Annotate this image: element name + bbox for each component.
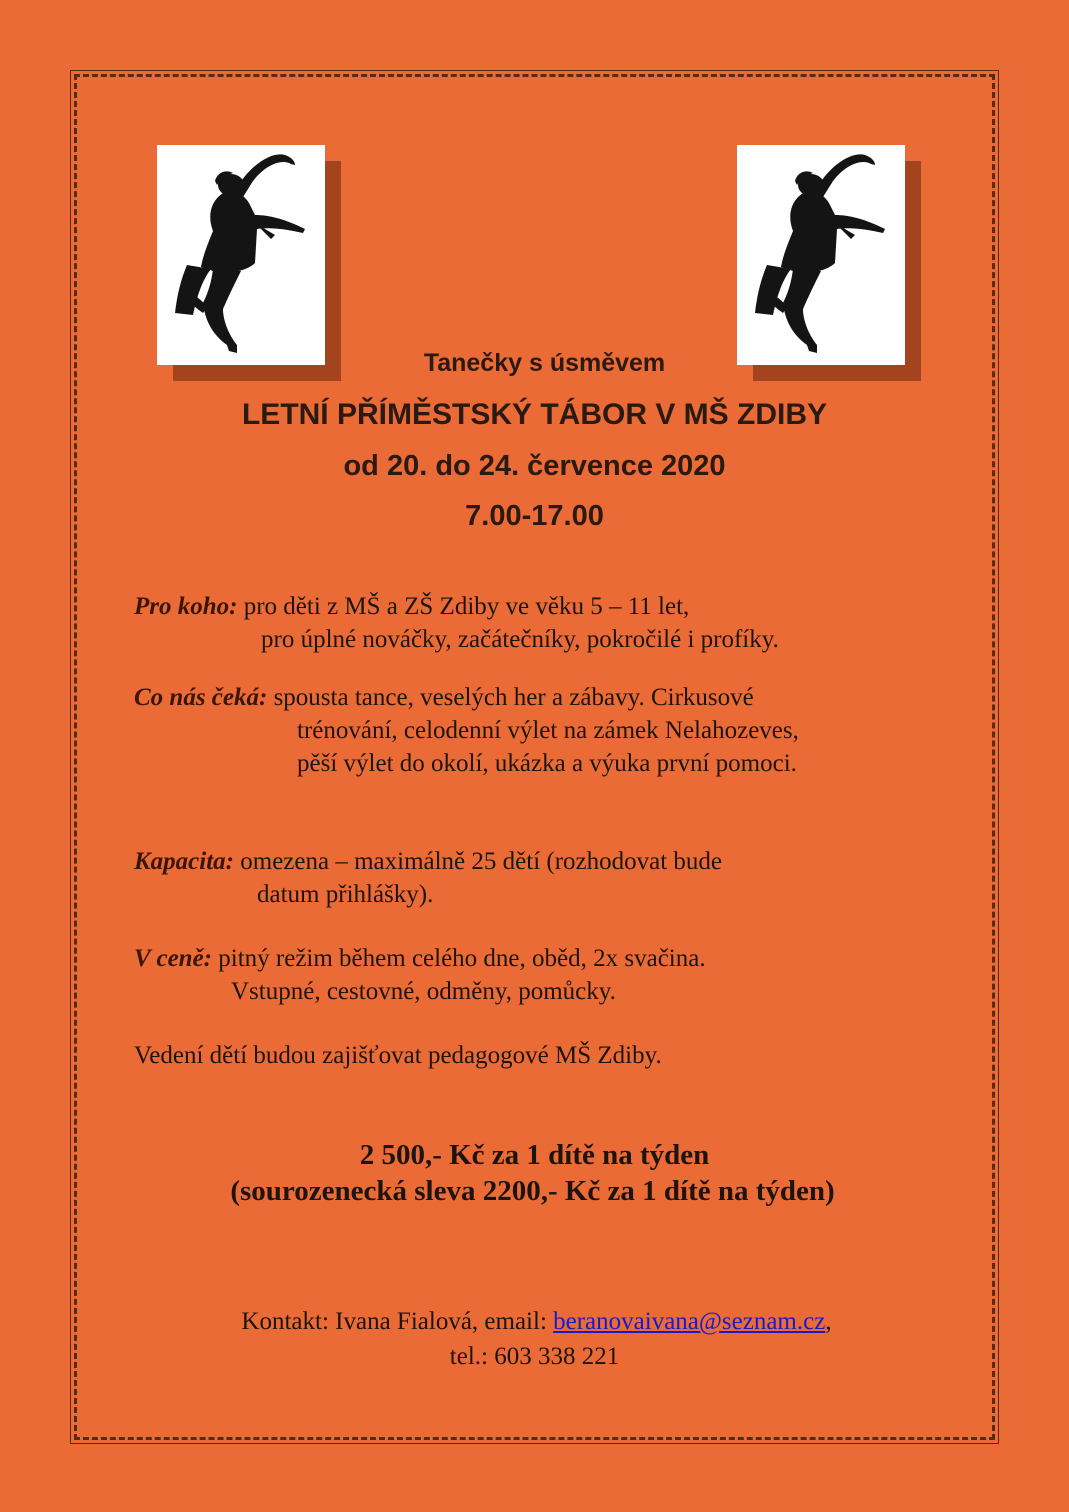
section-label: Kapacita: [134, 848, 234, 875]
section-text: pro úplné nováčky, začátečníky, pokročilé i profíky. [261, 626, 779, 653]
camp-title: LETNÍ PŘÍMĚSTSKÝ TÁBOR V MŠ ZDIBY [241, 398, 828, 431]
section-text: trénování, celodenní výlet na zámek Nelahozeves, [297, 717, 799, 744]
section-label: Pro koho: [134, 593, 238, 620]
section-pro-koho [134, 590, 779, 656]
section-text: Vstupné, cestovné, odměny, pomůcky. [231, 978, 616, 1005]
camp-dates: od 20. do 24. července 2020 [343, 450, 726, 482]
dancer-photo-left [157, 145, 325, 365]
section-text: pitný režim během celého dne, oběd, 2x svačina. [212, 945, 706, 972]
section-text: datum přihlášky). [257, 881, 434, 908]
section-text: pro děti z MŠ a ZŠ Zdiby ve věku 5 – 11 let, [237, 593, 690, 620]
photo-card [157, 145, 325, 365]
photo-card [737, 145, 905, 365]
contact-suffix: , [825, 1308, 832, 1335]
price-main: 2 500,- Kč za 1 dítě na týden [359, 1139, 710, 1171]
section-text: pěší výlet do okolí, ukázka a výuka první pomoci. [297, 750, 797, 777]
section-v-cene [134, 942, 706, 1008]
price-sibling-discount: (sourozenecká sleva 2200,- Kč za 1 dítě na týden) [230, 1175, 835, 1207]
contact-email-link[interactable]: beranovaivana@seznam.cz [553, 1308, 826, 1335]
contact-prefix: Kontakt: Ivana Fialová, email: [241, 1308, 554, 1335]
section-kapacita [134, 845, 722, 911]
camp-hours: 7.00-17.00 [465, 500, 604, 532]
section-text: omezena – maximálně 25 dětí (rozhodovat bude [234, 848, 723, 875]
section-label: V ceně: [134, 945, 212, 972]
section-label: Co nás čeká: [134, 684, 268, 711]
section-vedeni: Vedení dětí budou zajišťovat pedagogové MŠ Zdiby. [134, 1042, 662, 1069]
dancer-photo-right [737, 145, 905, 365]
contact-phone: tel.: 603 338 221 [449, 1343, 620, 1370]
contact-line [2, 1305, 1069, 1338]
section-co-nas-ceka [134, 681, 799, 780]
dancer-silhouette-icon [737, 145, 905, 365]
camp-subtitle: Tanečky s úsměvem [423, 349, 666, 377]
section-text: spousta tance, veselých her a zábavy. Cirkusové [267, 684, 754, 711]
dancer-silhouette-icon [157, 145, 325, 365]
